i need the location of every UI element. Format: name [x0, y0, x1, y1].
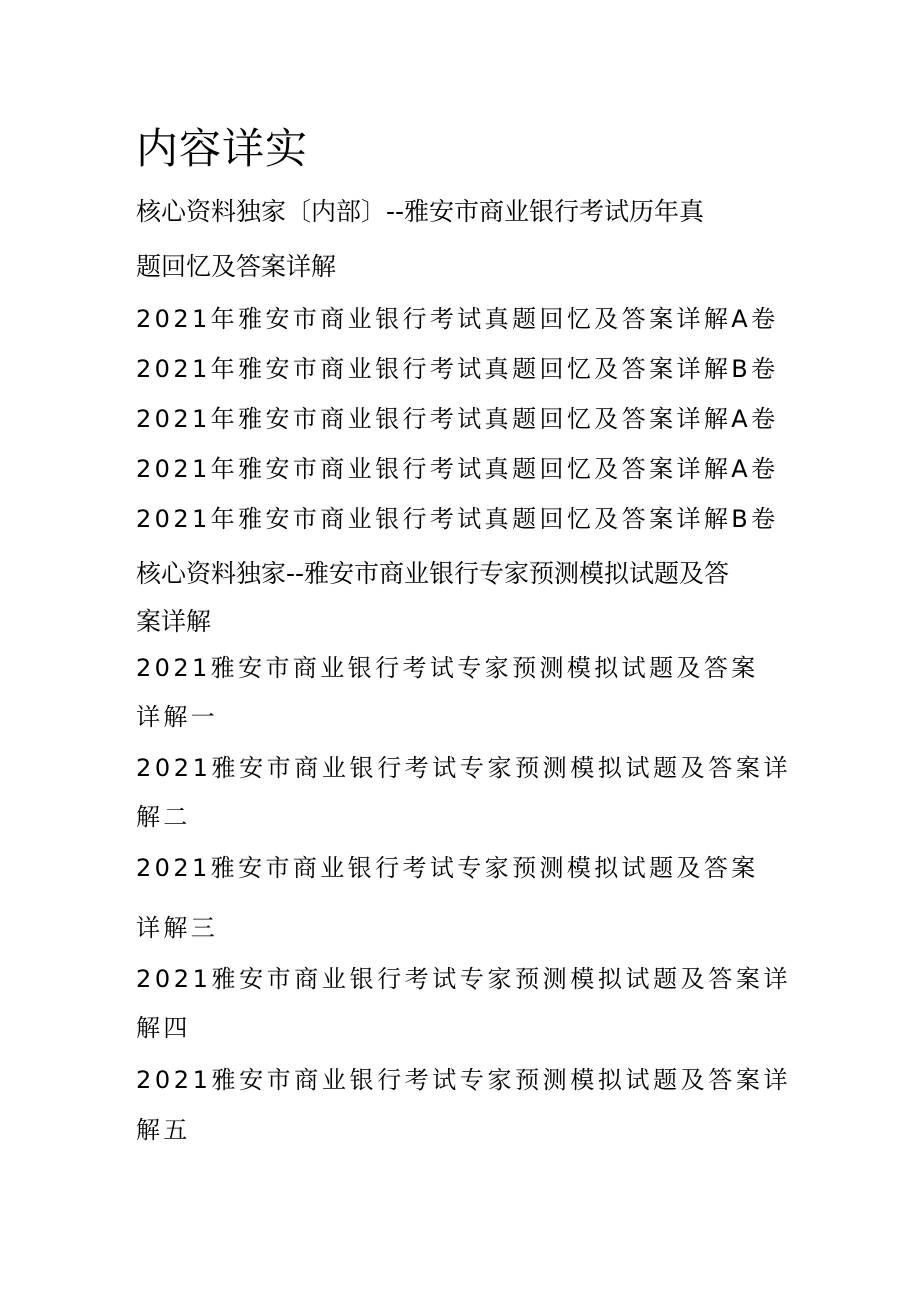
section2-list-item-line1: 2021雅安市商业银行考试专家预测模拟试题及答案详 [136, 754, 792, 782]
section2-list-item-line2: 解五 [136, 1116, 191, 1144]
section2-list-item-line1: 2021雅安市商业银行考试专家预测模拟试题及答案 [136, 854, 759, 882]
section1-list-item: 2021年雅安市商业银行考试真题回忆及答案详解A卷 [136, 305, 779, 333]
section2-list-item-line2: 详解三 [136, 914, 219, 942]
section1-list-item: 2021年雅安市商业银行考试真题回忆及答案详解B卷 [136, 355, 779, 383]
section1-list-item: 2021年雅安市商业银行考试真题回忆及答案详解A卷 [136, 405, 779, 433]
section2-heading-line1: 核心资料独家--雅安市商业银行专家预测模拟试题及答 [136, 559, 730, 588]
section2-heading-line2: 案详解 [136, 607, 212, 636]
section2-list-item-line2: 详解一 [136, 703, 219, 731]
section1-heading-line2: 题回忆及答案详解 [136, 252, 337, 281]
section2-list-item-line2: 解二 [136, 803, 191, 831]
section1-list-item: 2021年雅安市商业银行考试真题回忆及答案详解B卷 [136, 505, 779, 533]
section2-list-item-line1: 2021雅安市商业银行考试专家预测模拟试题及答案详 [136, 1066, 792, 1094]
section2-list-item-line1: 2021雅安市商业银行考试专家预测模拟试题及答案 [136, 654, 759, 682]
page-title: 内容详实 [136, 124, 309, 173]
section1-heading-line1: 核心资料独家〔内部〕--雅安市商业银行考试历年真 [136, 197, 705, 226]
section2-list-item-line1: 2021雅安市商业银行考试专家预测模拟试题及答案详 [136, 965, 792, 993]
section2-list-item-line2: 解四 [136, 1014, 191, 1042]
section1-list-item: 2021年雅安市商业银行考试真题回忆及答案详解A卷 [136, 455, 779, 483]
